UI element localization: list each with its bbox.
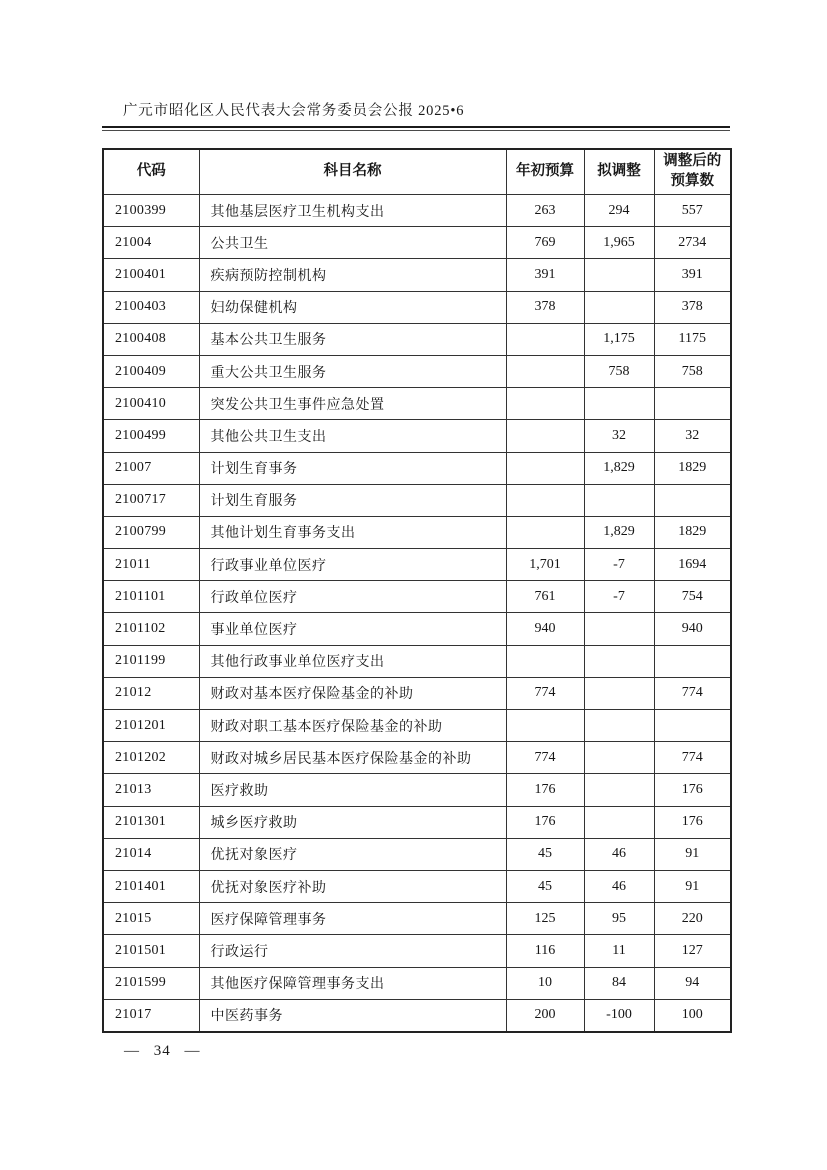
table-row	[103, 806, 731, 838]
cell-initial	[506, 452, 584, 484]
cell-code: 21015	[103, 903, 199, 935]
column-header-code: 代码	[103, 149, 199, 195]
table-row	[103, 999, 731, 1032]
cell-code: 2101501	[103, 935, 199, 967]
cell-final: 774	[654, 677, 731, 709]
cell-final	[654, 645, 731, 677]
cell-adjust	[584, 774, 654, 806]
column-header-adjust: 拟调整	[584, 149, 654, 195]
cell-name: 重大公共卫生服务	[199, 355, 506, 387]
cell-name: 公共卫生	[199, 227, 506, 259]
cell-initial: 200	[506, 999, 584, 1032]
cell-adjust: 11	[584, 935, 654, 967]
cell-adjust: 1,829	[584, 516, 654, 548]
cell-code: 2101201	[103, 710, 199, 742]
cell-final	[654, 484, 731, 516]
table-row	[103, 774, 731, 806]
budget-table	[102, 148, 732, 1033]
cell-final: 176	[654, 774, 731, 806]
table-row	[103, 195, 731, 227]
cell-final: 774	[654, 742, 731, 774]
cell-final: 1694	[654, 549, 731, 581]
cell-adjust	[584, 388, 654, 420]
cell-code: 2100408	[103, 323, 199, 355]
table-row	[103, 613, 731, 645]
cell-initial	[506, 710, 584, 742]
cell-initial: 774	[506, 742, 584, 774]
cell-initial: 774	[506, 677, 584, 709]
cell-code: 2101102	[103, 613, 199, 645]
column-header-final: 调整后的预算数	[654, 149, 731, 195]
cell-code: 21011	[103, 549, 199, 581]
table-row	[103, 484, 731, 516]
cell-adjust	[584, 710, 654, 742]
table-row	[103, 516, 731, 548]
cell-final: 127	[654, 935, 731, 967]
cell-code: 21007	[103, 452, 199, 484]
cell-initial	[506, 388, 584, 420]
cell-adjust: 46	[584, 870, 654, 902]
cell-final: 391	[654, 259, 731, 291]
cell-initial: 176	[506, 806, 584, 838]
cell-name: 其他公共卫生支出	[199, 420, 506, 452]
cell-adjust	[584, 291, 654, 323]
cell-code: 2100799	[103, 516, 199, 548]
cell-initial	[506, 355, 584, 387]
cell-name: 财政对城乡居民基本医疗保险基金的补助	[199, 742, 506, 774]
budget-table-header	[103, 149, 731, 195]
cell-adjust: -100	[584, 999, 654, 1032]
cell-adjust	[584, 259, 654, 291]
column-header-name: 科目名称	[199, 149, 506, 195]
table-row	[103, 581, 731, 613]
cell-initial: 761	[506, 581, 584, 613]
cell-final: 1829	[654, 516, 731, 548]
cell-code: 2100499	[103, 420, 199, 452]
cell-final: 32	[654, 420, 731, 452]
table-row	[103, 355, 731, 387]
cell-final: 220	[654, 903, 731, 935]
table-row	[103, 452, 731, 484]
cell-final: 91	[654, 870, 731, 902]
cell-initial	[506, 420, 584, 452]
cell-code: 2101202	[103, 742, 199, 774]
cell-final: 754	[654, 581, 731, 613]
cell-code: 2101301	[103, 806, 199, 838]
cell-adjust: 1,965	[584, 227, 654, 259]
cell-final: 378	[654, 291, 731, 323]
cell-code: 2101401	[103, 870, 199, 902]
cell-initial: 45	[506, 870, 584, 902]
cell-initial	[506, 645, 584, 677]
cell-name: 其他基层医疗卫生机构支出	[199, 195, 506, 227]
cell-initial: 940	[506, 613, 584, 645]
cell-code: 21014	[103, 838, 199, 870]
cell-code: 2100401	[103, 259, 199, 291]
table-row	[103, 259, 731, 291]
cell-adjust	[584, 484, 654, 516]
table-row	[103, 935, 731, 967]
cell-initial: 391	[506, 259, 584, 291]
cell-adjust: 1,829	[584, 452, 654, 484]
cell-adjust: 1,175	[584, 323, 654, 355]
cell-code: 2101599	[103, 967, 199, 999]
cell-final: 2734	[654, 227, 731, 259]
cell-adjust: 758	[584, 355, 654, 387]
cell-final	[654, 388, 731, 420]
table-row	[103, 227, 731, 259]
cell-code: 2100399	[103, 195, 199, 227]
table-row	[103, 838, 731, 870]
cell-adjust	[584, 677, 654, 709]
cell-initial: 125	[506, 903, 584, 935]
cell-initial: 1,701	[506, 549, 584, 581]
cell-name: 妇幼保健机构	[199, 291, 506, 323]
cell-code: 2100403	[103, 291, 199, 323]
cell-initial: 378	[506, 291, 584, 323]
table-row	[103, 742, 731, 774]
table-row	[103, 967, 731, 999]
header-row	[103, 149, 731, 195]
cell-name: 财政对职工基本医疗保险基金的补助	[199, 710, 506, 742]
cell-initial: 263	[506, 195, 584, 227]
cell-adjust	[584, 806, 654, 838]
cell-name: 其他行政事业单位医疗支出	[199, 645, 506, 677]
cell-name: 计划生育事务	[199, 452, 506, 484]
cell-initial	[506, 516, 584, 548]
table-row	[103, 323, 731, 355]
cell-code: 21013	[103, 774, 199, 806]
cell-adjust: -7	[584, 549, 654, 581]
cell-initial: 176	[506, 774, 584, 806]
cell-final: 758	[654, 355, 731, 387]
cell-final: 176	[654, 806, 731, 838]
cell-name: 中医药事务	[199, 999, 506, 1032]
cell-final: 557	[654, 195, 731, 227]
cell-adjust: 46	[584, 838, 654, 870]
cell-initial: 116	[506, 935, 584, 967]
cell-code: 2100410	[103, 388, 199, 420]
cell-final: 91	[654, 838, 731, 870]
page-number: — 34 —	[124, 1043, 201, 1059]
cell-name: 计划生育服务	[199, 484, 506, 516]
cell-name: 疾病预防控制机构	[199, 259, 506, 291]
cell-adjust	[584, 613, 654, 645]
cell-final: 94	[654, 967, 731, 999]
masthead-title: 广元市昭化区人民代表大会常务委员会公报 2025•6	[123, 103, 465, 119]
table-row	[103, 710, 731, 742]
cell-adjust: 294	[584, 195, 654, 227]
cell-code: 2101101	[103, 581, 199, 613]
cell-name: 其他医疗保障管理事务支出	[199, 967, 506, 999]
cell-final: 1829	[654, 452, 731, 484]
table-row	[103, 420, 731, 452]
budget-table-body	[103, 195, 731, 1032]
cell-name: 优抚对象医疗补助	[199, 870, 506, 902]
cell-code: 21012	[103, 677, 199, 709]
cell-final: 940	[654, 613, 731, 645]
cell-name: 优抚对象医疗	[199, 838, 506, 870]
table-row	[103, 549, 731, 581]
cell-name: 财政对基本医疗保险基金的补助	[199, 677, 506, 709]
cell-code: 21017	[103, 999, 199, 1032]
table-row	[103, 903, 731, 935]
cell-name: 行政单位医疗	[199, 581, 506, 613]
cell-adjust	[584, 645, 654, 677]
cell-final	[654, 710, 731, 742]
cell-name: 医疗救助	[199, 774, 506, 806]
masthead-rule	[102, 126, 730, 131]
cell-name: 其他计划生育事务支出	[199, 516, 506, 548]
cell-initial: 769	[506, 227, 584, 259]
cell-code: 2100717	[103, 484, 199, 516]
cell-name: 行政运行	[199, 935, 506, 967]
cell-name: 城乡医疗救助	[199, 806, 506, 838]
table-row	[103, 870, 731, 902]
table-row	[103, 291, 731, 323]
cell-initial	[506, 484, 584, 516]
cell-adjust: 84	[584, 967, 654, 999]
cell-adjust: -7	[584, 581, 654, 613]
cell-adjust: 32	[584, 420, 654, 452]
cell-initial: 10	[506, 967, 584, 999]
cell-name: 行政事业单位医疗	[199, 549, 506, 581]
table-row	[103, 677, 731, 709]
cell-code: 2100409	[103, 355, 199, 387]
table-row	[103, 388, 731, 420]
cell-initial: 45	[506, 838, 584, 870]
cell-name: 基本公共卫生服务	[199, 323, 506, 355]
column-header-initial: 年初预算	[506, 149, 584, 195]
cell-adjust	[584, 742, 654, 774]
cell-adjust: 95	[584, 903, 654, 935]
cell-initial	[506, 323, 584, 355]
table-row	[103, 645, 731, 677]
cell-code: 2101199	[103, 645, 199, 677]
cell-name: 突发公共卫生事件应急处置	[199, 388, 506, 420]
cell-final: 100	[654, 999, 731, 1032]
cell-code: 21004	[103, 227, 199, 259]
cell-name: 医疗保障管理事务	[199, 903, 506, 935]
cell-final: 1175	[654, 323, 731, 355]
cell-name: 事业单位医疗	[199, 613, 506, 645]
